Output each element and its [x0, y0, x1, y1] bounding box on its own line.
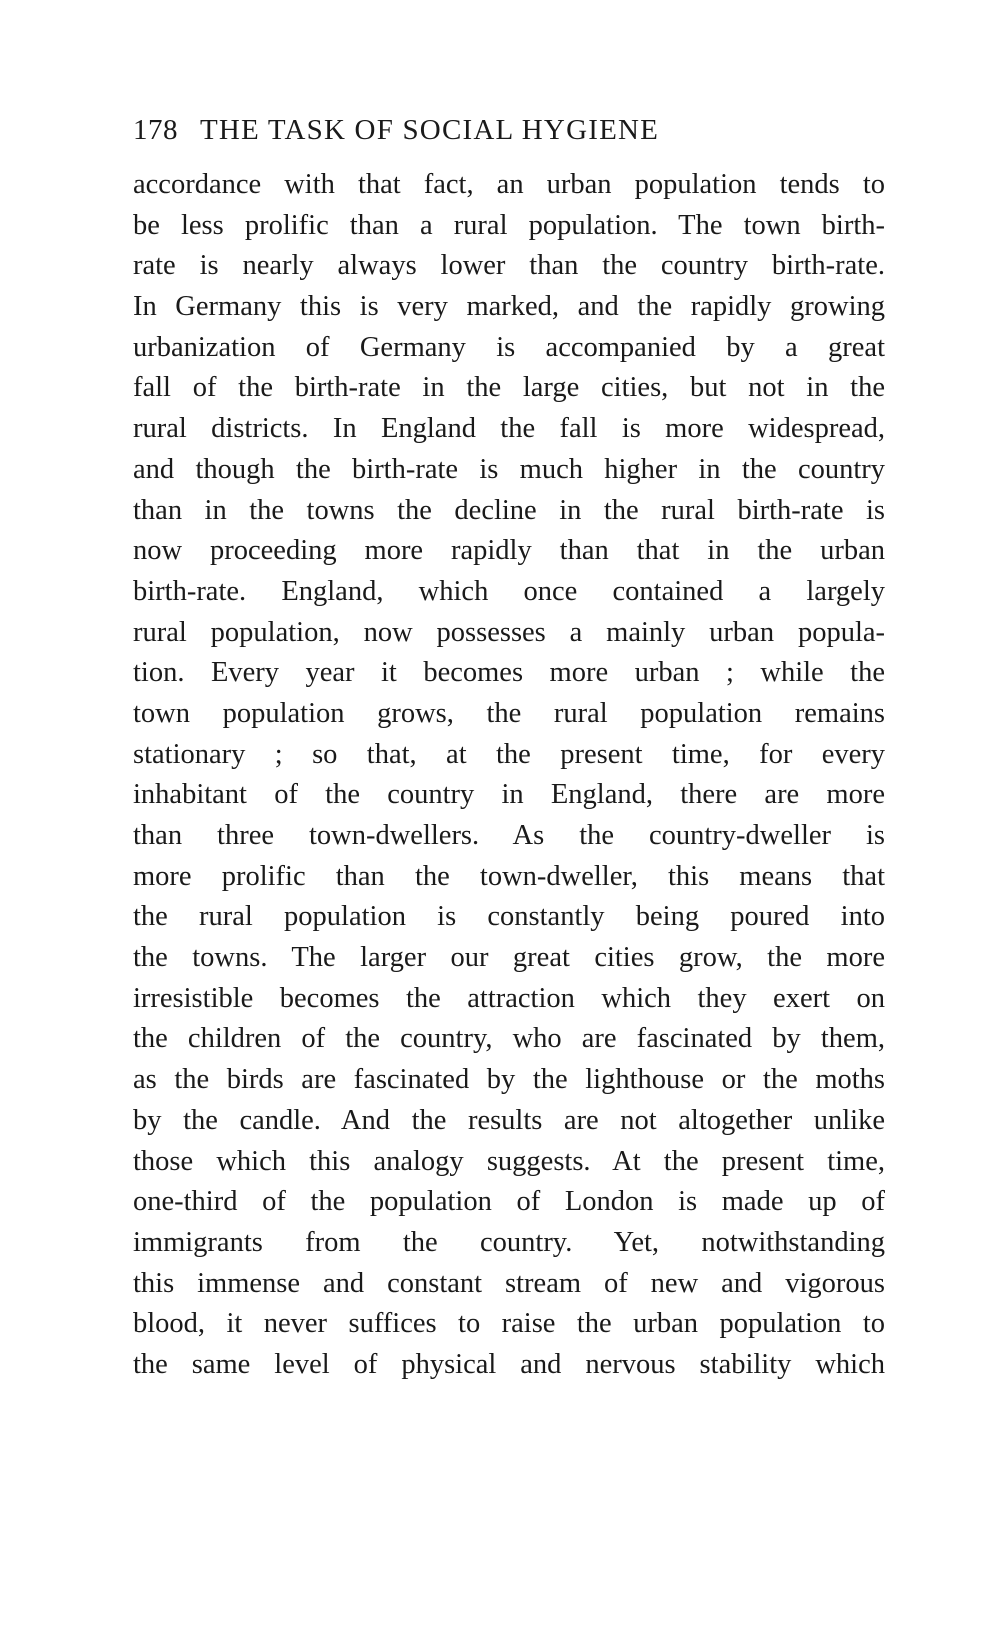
text-line: as the birds are fascinated by the lighthouse or the moths	[133, 1064, 885, 1096]
running-head	[133, 108, 893, 152]
text-line: rate is nearly always lower than the country birth-rate.	[133, 250, 885, 282]
page-number: 178	[133, 114, 178, 146]
text-line: and though the birth-rate is much higher in the country	[133, 453, 885, 485]
text-line: inhabitant of the country in England, there are more	[133, 779, 885, 811]
text-line: accordance with that fact, an urban population tends to	[133, 169, 885, 200]
body-text	[133, 165, 885, 1386]
text-line: tion. Every year it becomes more urban ; while the	[133, 657, 885, 689]
text-line: fall of the birth-rate in the large cities, but not in the	[133, 372, 885, 404]
text-line: rural population, now possesses a mainly urban popula-	[133, 616, 885, 648]
text-line: one-third of the population of London is made up of	[133, 1186, 885, 1218]
text-line: be less prolific than a rural population. The town birth-	[133, 209, 885, 241]
text-line: those which this analogy suggests. At the present time,	[133, 1145, 885, 1177]
running-title: THE TASK OF SOCIAL HYGIENE	[200, 114, 660, 146]
text-line: rural districts. In England the fall is more widespread,	[133, 413, 885, 445]
text-line: the rural population is constantly being poured into	[133, 901, 885, 933]
text-line: than in the towns the decline in the rural birth-rate is	[133, 494, 885, 526]
text-line: by the candle. And the results are not altogether unlike	[133, 1104, 885, 1136]
text-line: In Germany this is very marked, and the rapidly growing	[133, 291, 885, 323]
text-line: blood, it never suffices to raise the urban population to	[133, 1308, 885, 1340]
text-line: this immense and constant stream of new and vigorous	[133, 1267, 885, 1299]
text-line: birth-rate. England, which once contained a largely	[133, 575, 885, 607]
text-line: stationary ; so that, at the present time, for every	[133, 738, 885, 770]
text-line: the same level of physical and nervous stability which	[133, 1348, 885, 1380]
text-line: immigrants from the country. Yet, notwithstanding	[133, 1226, 885, 1258]
text-line: the towns. The larger our great cities grow, the more	[133, 942, 885, 974]
text-line: town population grows, the rural population remains	[133, 697, 885, 729]
text-line: more prolific than the town-dweller, this means that	[133, 860, 885, 892]
text-line: now proceeding more rapidly than that in the urban	[133, 535, 885, 567]
text-line: irresistible becomes the attraction which they exert on	[133, 982, 885, 1014]
text-line: than three town-dwellers. As the country-dweller is	[133, 820, 885, 851]
text-line: the children of the country, who are fascinated by them,	[133, 1023, 885, 1055]
text-line: urbanization of Germany is accompanied by a great	[133, 331, 885, 363]
